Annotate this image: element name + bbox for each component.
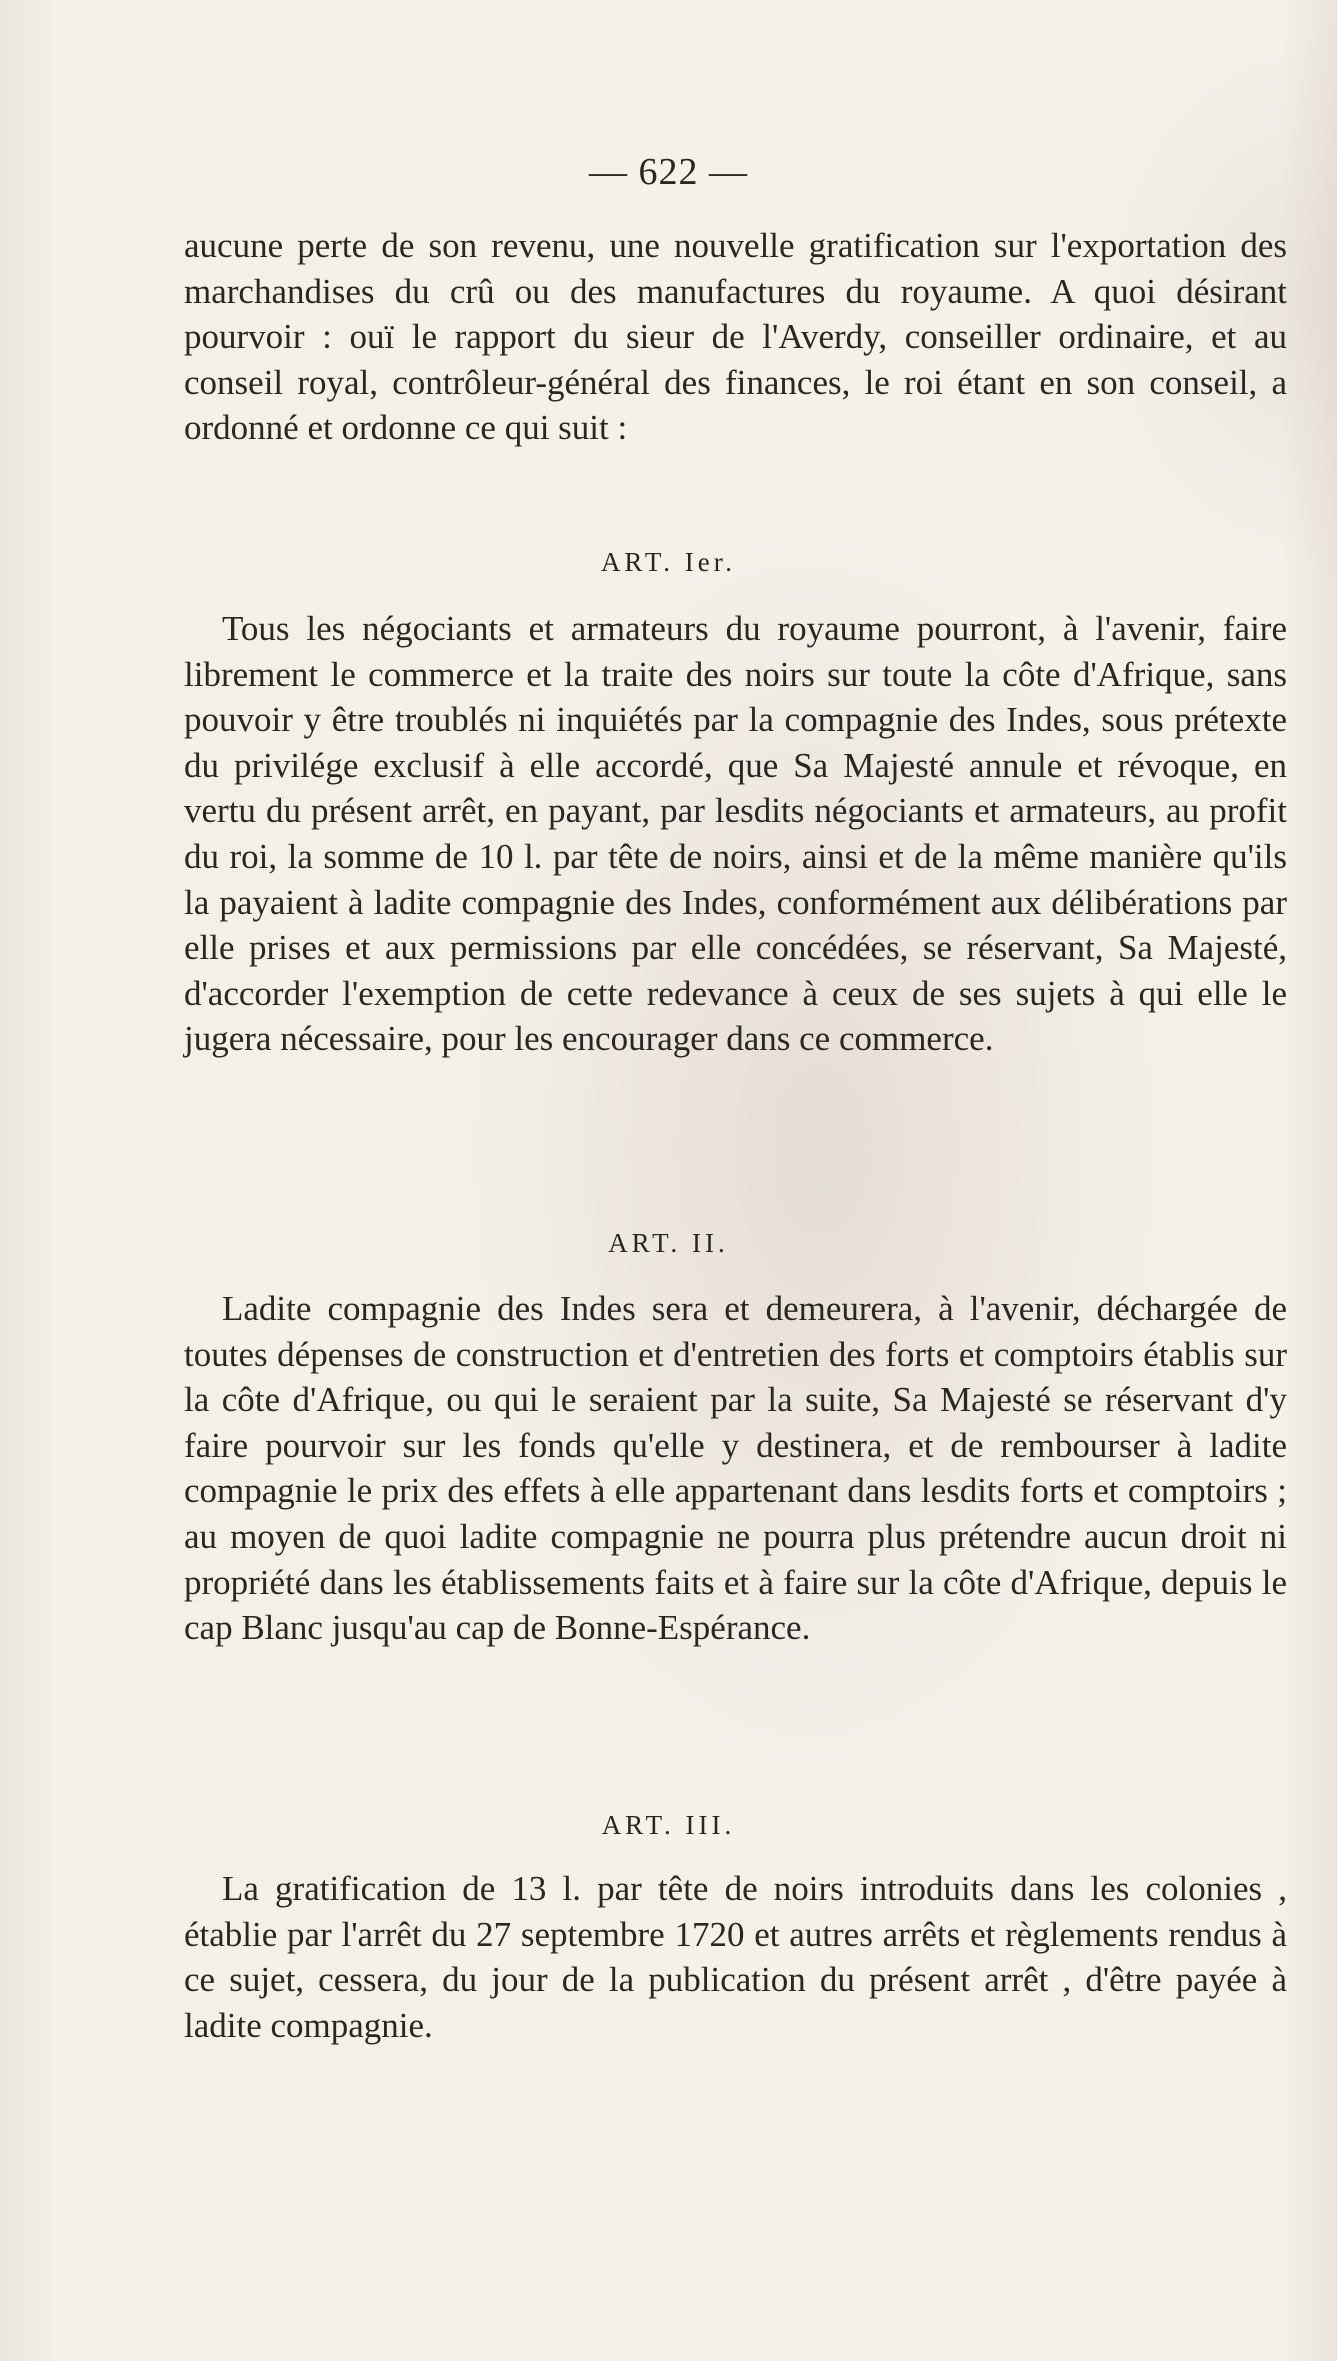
article-3-body — [184, 1866, 1287, 2048]
article-3-text: La gratification de 13 l. par tête de noirs introduits dans les colonies , établie par l'arrêt du 27 septembre 1720 et autres arrêts et règlements rendus à ce sujet, cessera, du jour de la publication du présent arrêt , d'être payée à ladite compagnie. — [184, 1869, 1287, 2045]
article-1-text: Tous les négociants et armateurs du royaume pourront, à l'avenir, faire librement le commerce et la traite des noirs sur toute la côte d'Afrique, sans pouvoir y être troublés ni inquiétés par la compagnie des Indes, sous prétexte du privilége exclusif à elle accordé, que Sa Majesté annule et révoque, en vertu du présent arrêt, en payant, par lesdits négociants et armateurs, au profit du roi, la somme de 10 l. par tête de noirs, ainsi et de la même manière qu'ils la payaient à ladite compagnie des Indes, conformément aux délibérations par elle prises et aux permissions par elle concédées, se réservant, Sa Majesté, d'accorder l'exemption de cette redevance à ceux de ses sujets à qui elle le jugera nécessaire, pour les encourager dans ce commerce. — [184, 609, 1287, 1059]
page-number: — 622 — — [589, 151, 748, 193]
article-2-text: Ladite compagnie des Indes sera et demeurera, à l'avenir, déchargée de toutes dépenses de construction et d'entretien des forts et comptoirs établis sur la côte d'Afrique, ou qui le seraient par la suite, Sa Majesté se réservant d'y faire pourvoir sur les fonds qu'elle y destinera, et de rembourser à ladite compagnie le prix des effets à elle appartenant dans lesdits forts et comptoirs ; au moyen de quoi ladite compagnie ne pourra plus prétendre aucun droit ni propriété dans les établissements faits et à faire sur la côte d'Afrique, depuis le cap Blanc jusqu'au cap de Bonne-Espérance. — [184, 1289, 1287, 1648]
article-2-body — [184, 1286, 1287, 1651]
article-2-heading: ART. II. — [608, 1228, 729, 1258]
article-1-heading: ART. Ier. — [600, 547, 737, 577]
intro-paragraph — [184, 223, 1287, 451]
article-3-heading: ART. III. — [601, 1810, 736, 1840]
article-1-body — [184, 606, 1287, 1062]
intro-text: aucune perte de son revenu, une nouvelle gratification sur l'exportation des marchandises du crû ou des manufactures du royaume. A quoi désirant pourvoir : ouï le rapport du sieur de l'Averdy, conseiller ordinaire, et au conseil royal, contrôleur-général des finances, le roi étant en son conseil, a ordonné et ordonne ce qui suit : — [184, 226, 1287, 448]
